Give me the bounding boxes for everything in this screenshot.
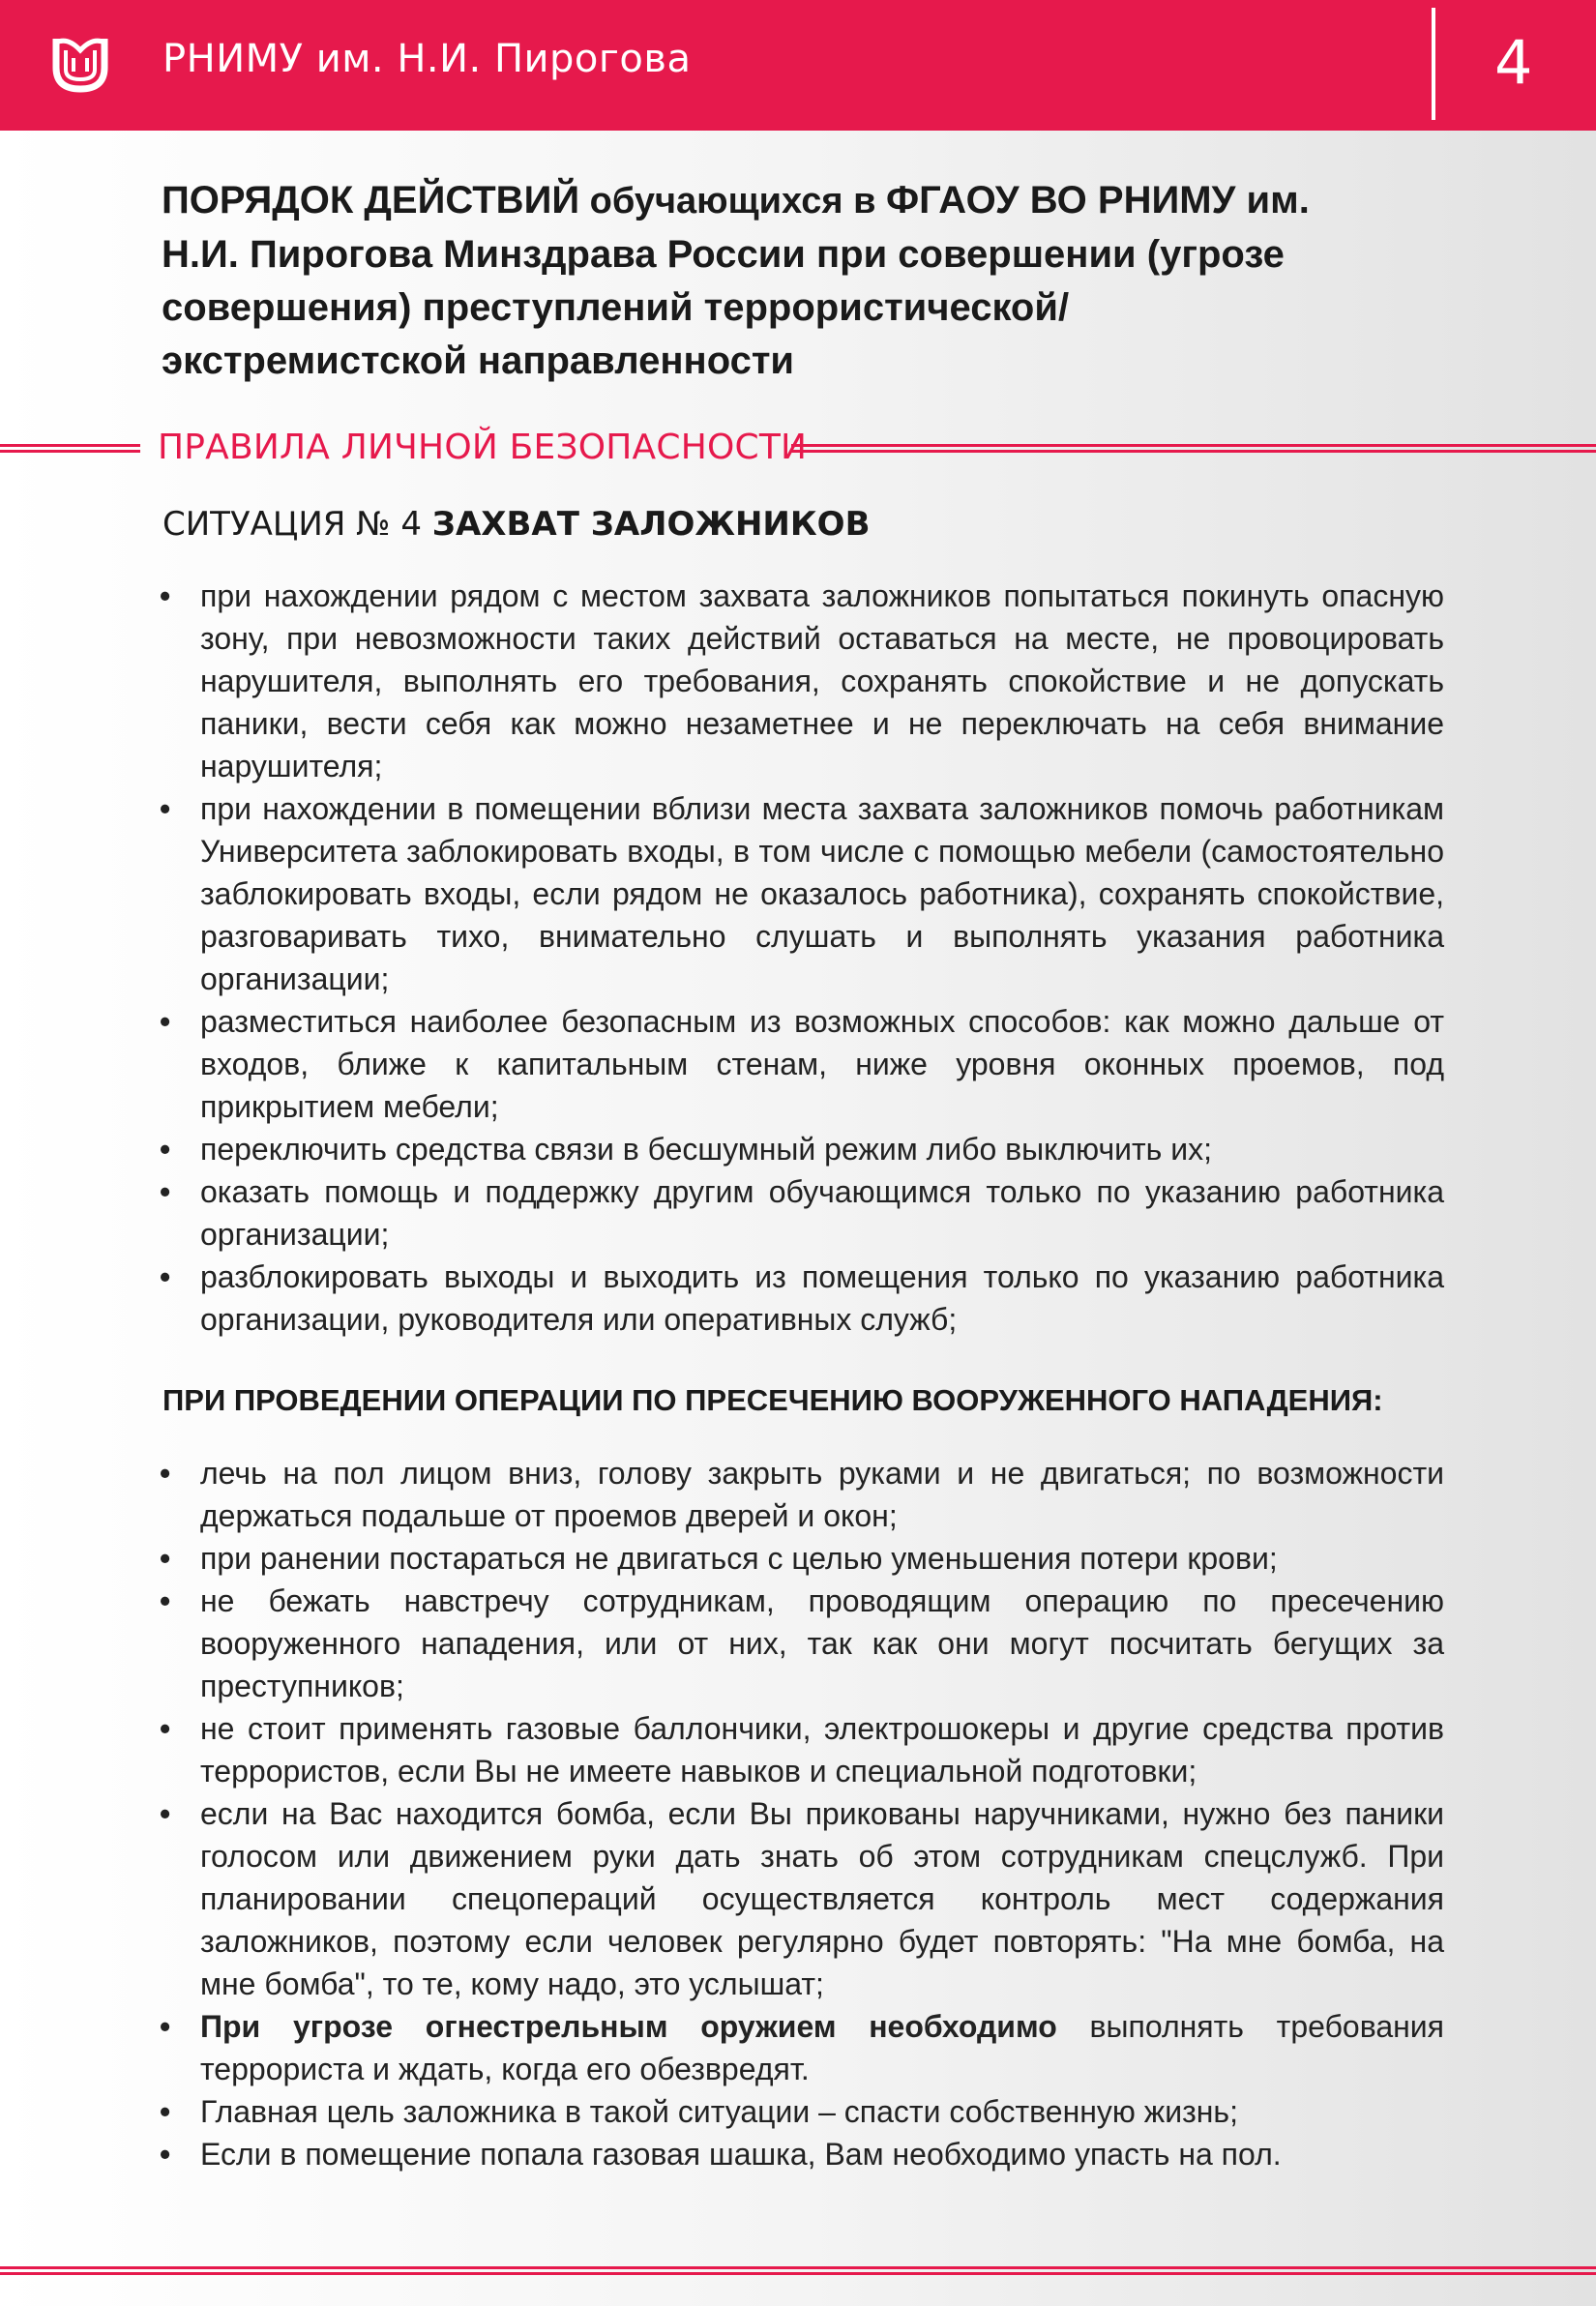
- bold-instruction: При угрозе огнестрельным оружием необходимо: [200, 2009, 1057, 2044]
- list-item: • Если в помещение попала газовая шашка, Вам необходимо упасть на пол.: [160, 2133, 1444, 2175]
- list-item: • переключить средства связи в бесшумный режим либо выключить их;: [160, 1128, 1444, 1170]
- list-item: • разместиться наиболее безопасным из возможных способов: как можно дальше от входов, ближе к капитальным стенам, ниже уровня оконных проемов, под прикрытием мебели;: [160, 1000, 1444, 1128]
- list-item: • если на Вас находится бомба, если Вы прикованы наручниками, нужно без паники голосом или движением руки дать знать об этом сотрудникам спецслужб. При планировании спецопераций осуществляется контроль мест содержания заложников, поэтому если человек регулярно будет повторять: "На мне бомба, на мне бомба", то те, кому надо, это услышат;: [160, 1792, 1444, 2005]
- list-item: • при ранении постараться не двигаться с целью уменьшения потери крови;: [160, 1537, 1444, 1580]
- list-item: • разблокировать выходы и выходить из помещения только по указанию работника организации, руководителя или оперативных служб;: [160, 1256, 1444, 1341]
- section-heading: ПРАВИЛА ЛИЧНОЙ БЕЗОПАСНОСТИ: [158, 428, 808, 467]
- list-item: • лечь на пол лицом вниз, голову закрыть руками и не двигаться; по возможности держаться подальше от проемов дверей и окон;: [160, 1452, 1444, 1537]
- operation-list: [160, 1452, 1444, 2175]
- title-part-3: ФГАОУ ВО РНИМУ им. Н.И. Пирогова Минздрава России при совершении (угрозе совершения) преступлений террористической/ экстремистской направленности: [162, 179, 1310, 382]
- personal-safety-list: [160, 575, 1444, 1341]
- title-part-2: обучающихся в: [579, 181, 886, 222]
- document-title: [162, 174, 1361, 388]
- university-logo-icon: [48, 29, 112, 97]
- university-name: РНИМУ им. Н.И. Пирогова: [163, 37, 692, 81]
- page-number: 4: [1494, 27, 1533, 98]
- situation-name: ЗАХВАТ ЗАЛОЖНИКОВ: [431, 505, 871, 544]
- header-divider: [1432, 8, 1435, 120]
- title-part-1: ПОРЯДОК ДЕЙСТВИЙ: [162, 179, 580, 222]
- situation-title: [163, 505, 871, 544]
- section-rule-left: [0, 444, 140, 453]
- list-item: • при нахождении рядом с местом захвата заложников попытаться покинуть опасную зону, при невозможности таких действий оставаться на месте, не провоцировать нарушителя, выполнять его требования, сохранять спокойствие и не допускать паники, вести себя как можно незаметнее и не переключать на себя внимание нарушителя;: [160, 575, 1444, 787]
- list-item: • при нахождении в помещении вблизи места захвата заложников помочь работникам Университета заблокировать входы, в том числе с помощью мебели (самостоятельно заблокировать входы, если рядом не оказалось работника), сохранять спокойствие, разговаривать тихо, внимательно слушать и выполнять указания работника организации;: [160, 787, 1444, 1000]
- list-item: • не стоит применять газовые баллончики, электрошокеры и другие средства против террористов, если Вы не имеете навыков и специальной подготовки;: [160, 1707, 1444, 1792]
- instruction-rest: выполнять требования террориста и ждать, когда его обезвредят.: [200, 2009, 1445, 2086]
- list-item: • Главная цель заложника в такой ситуации – спасти собственную жизнь;: [160, 2090, 1444, 2133]
- list-item: • не бежать навстречу сотрудникам, проводящим операцию по пресечению вооруженного нападения, или от них, так как они могут посчитать бегущих за преступников;: [160, 1580, 1444, 1707]
- list-item: • оказать помощь и поддержку другим обучающимся только по указанию работника организации;: [160, 1170, 1444, 1256]
- section-rule-right: [791, 444, 1596, 453]
- page-header: [0, 0, 1596, 131]
- list-item-bold: [160, 2005, 1444, 2090]
- situation-prefix: СИТУАЦИЯ № 4: [163, 505, 432, 544]
- operation-heading: ПРИ ПРОВЕДЕНИИ ОПЕРАЦИИ ПО ПРЕСЕЧЕНИЮ ВООРУЖЕННОГО НАПАДЕНИЯ:: [163, 1383, 1383, 1417]
- footer-rule: [0, 2266, 1596, 2275]
